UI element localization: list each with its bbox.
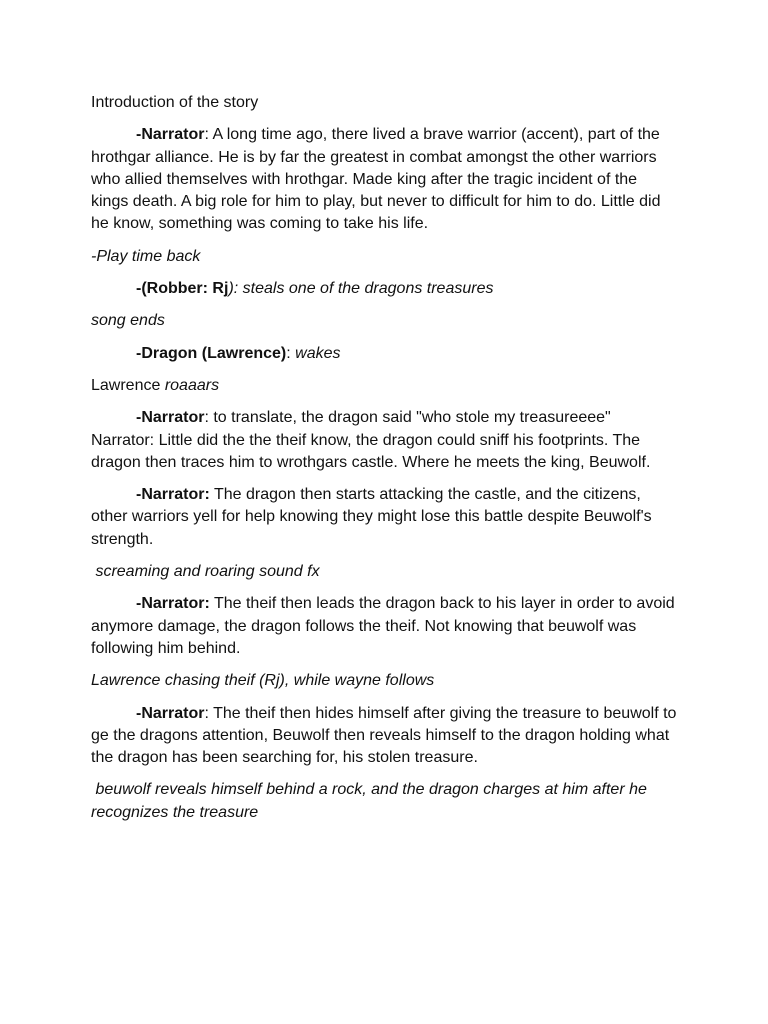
speaker-label: -Dragon (Lawrence) — [136, 344, 287, 362]
paragraph-text: : The theif then hides himself after giving the treasure to beuwolf to ge the dragons attention, Beuwolf then reveals himself to the dragon holding what the dragon has been searching for, his stolen treasure. — [91, 704, 677, 767]
stage-cue-play-time-back: -Play time back — [91, 247, 201, 265]
speaker-label: -Narrator: — [136, 486, 210, 504]
stage-cue-lawrence-roars — [91, 375, 678, 397]
stage-cue-reveal: beuwolf reveals himself behind a rock, and the dragon charges at him after he recognizes the treasure — [91, 781, 652, 821]
paragraph-text: ): steals one of the dragons treasures — [228, 280, 494, 298]
narrator-paragraph-4 — [91, 593, 678, 660]
narrator-paragraph-5 — [91, 703, 678, 770]
stage-cue-sound-fx: screaming and roaring sound fx — [91, 563, 320, 581]
paragraph-text: The theif then leads the dragon back to his layer in order to avoid anymore damage, the dragon follows the theif. Not knowing that beuwolf was following him behind. — [91, 595, 675, 657]
speaker-label: -Narrator — [136, 126, 205, 144]
actor-name: Lawrence — [91, 376, 165, 394]
paragraph-text: : A long time ago, there lived a brave warrior (accent), part of the hrothgar alliance. He is by far the greatest in combat amongst the other warriors who allied themselves with hrothgar. Made king after the tragic incident of the kings death. A big role for him to play, but never to difficult for him to do. Little did he know, something was coming to take his life. — [91, 126, 661, 233]
actor-action: roaaars — [164, 376, 220, 394]
speaker-label: -Narrator — [136, 704, 205, 722]
speaker-label: -Narrator: — [136, 595, 210, 613]
colon: : — [286, 344, 296, 362]
paragraph-text: : to translate, the dragon said "who stole my treasureeee" Narrator: Little did the the theif know, the dragon could sniff his footprints. The dragon then traces him to wrothgars castle. Where he meets the king, Beuwolf. — [91, 409, 651, 471]
dragon-paragraph — [91, 343, 678, 365]
narrator-paragraph-2 — [91, 407, 678, 474]
stage-cue-song-ends: song ends — [91, 312, 165, 330]
narrator-paragraph-3 — [91, 484, 678, 551]
intro-heading: Introduction of the story — [91, 94, 259, 111]
narrator-paragraph-1 — [91, 124, 678, 235]
stage-cue-chasing: Lawrence chasing theif (Rj), while wayne follows — [91, 672, 435, 690]
paragraph-text: wakes — [295, 344, 341, 362]
robber-paragraph — [91, 278, 678, 300]
paragraph-text: The dragon then starts attacking the castle, and the citizens, other warriors yell for help knowing they might lose this battle despite Beuwolf's strength. — [91, 486, 652, 548]
speaker-label: -(Robber: Rj — [136, 280, 229, 298]
speaker-label: -Narrator — [136, 409, 205, 427]
